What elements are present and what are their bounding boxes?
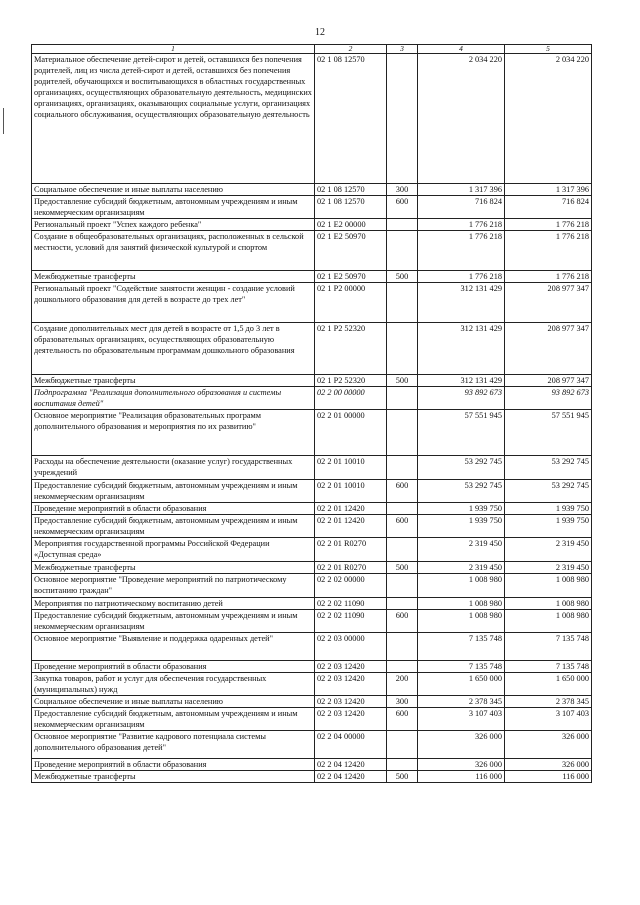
row-expense-type-cell (387, 456, 418, 480)
table-row (32, 375, 592, 387)
row-name-cell: Основное мероприятие "Выявление и поддержка одаренных детей" (32, 633, 315, 661)
row-amount-col4-cell: 1 008 980 (418, 610, 505, 633)
row-name-cell: Проведение мероприятий в области образования (32, 759, 315, 771)
row-code-cell: 02 1 08 12570 (315, 196, 387, 219)
row-expense-type-cell (387, 323, 418, 375)
table-row (32, 661, 592, 673)
table-row (32, 271, 592, 283)
row-expense-type-cell: 500 (387, 375, 418, 387)
row-amount-col4-cell: 326 000 (418, 759, 505, 771)
row-amount-col4-cell: 1 008 980 (418, 574, 505, 598)
table-row (32, 771, 592, 783)
row-amount-col4-cell: 2 319 450 (418, 562, 505, 574)
row-amount-col5-cell: 57 551 945 (505, 410, 592, 456)
row-expense-type-cell (387, 219, 418, 231)
row-name-cell: Закупка товаров, работ и услуг для обеспечения государственных (муниципальных) нужд (32, 673, 315, 696)
row-expense-type-cell (387, 538, 418, 562)
row-expense-type-cell (387, 574, 418, 598)
row-expense-type-cell (387, 387, 418, 410)
table-body (32, 54, 592, 783)
row-amount-col5-cell: 1 776 218 (505, 219, 592, 231)
row-name-cell: Региональный проект "Успех каждого ребенка" (32, 219, 315, 231)
row-name-cell: Предоставление субсидий бюджетным, автономным учреждениям и иным некоммерческим организациям (32, 480, 315, 503)
row-code-cell: 02 2 04 12420 (315, 759, 387, 771)
row-code-cell: 02 2 01 00000 (315, 410, 387, 456)
row-amount-col4-cell: 326 000 (418, 731, 505, 759)
table-row (32, 731, 592, 759)
row-name-cell: Материальное обеспечение детей-сирот и детей, оставшихся без попечения родителей, лиц из числа детей-сирот и детей, оставшихся без попечения родителей, обучающихся и воспитывающихся в областных государственных организациях, осуществляющих образовательную деятельность, медицинских организациях, организациях, оказывающих социальные услуги, организациях социального обслуживания, осуществляющих образовательную деятельность (32, 54, 315, 184)
row-name-cell: Основное мероприятие "Реализация образовательных программ дополнительного образования и мероприятия по их развитию" (32, 410, 315, 456)
budget-table (31, 44, 592, 783)
row-amount-col4-cell: 53 292 745 (418, 480, 505, 503)
table-row (32, 538, 592, 562)
header-col-5: 5 (505, 45, 592, 54)
row-amount-col4-cell: 116 000 (418, 771, 505, 783)
row-amount-col5-cell: 7 135 748 (505, 633, 592, 661)
row-name-cell: Проведение мероприятий в области образования (32, 503, 315, 515)
row-code-cell: 02 2 03 12420 (315, 661, 387, 673)
row-expense-type-cell (387, 661, 418, 673)
table-row (32, 759, 592, 771)
row-amount-col5-cell: 326 000 (505, 759, 592, 771)
table-row (32, 283, 592, 323)
row-expense-type-cell (387, 410, 418, 456)
table-row (32, 387, 592, 410)
table-header-row (32, 45, 592, 54)
row-name-cell: Предоставление субсидий бюджетным, автономным учреждениям и иным некоммерческим организациям (32, 515, 315, 538)
row-code-cell: 02 2 03 12420 (315, 696, 387, 708)
row-code-cell: 02 2 02 11090 (315, 598, 387, 610)
row-amount-col5-cell: 1 776 218 (505, 271, 592, 283)
row-name-cell: Создание в общеобразовательных организациях, расположенных в сельской местности, условий для занятий физической культурой и спортом (32, 231, 315, 271)
row-amount-col5-cell: 326 000 (505, 731, 592, 759)
row-amount-col5-cell: 53 292 745 (505, 480, 592, 503)
header-col-3: 3 (387, 45, 418, 54)
row-amount-col5-cell: 116 000 (505, 771, 592, 783)
row-amount-col5-cell: 208 977 347 (505, 283, 592, 323)
table-row (32, 633, 592, 661)
row-amount-col4-cell: 1 650 000 (418, 673, 505, 696)
row-name-cell: Подпрограмма "Реализация дополнительного образования и системы воспитания детей" (32, 387, 315, 410)
header-col-1: 1 (32, 45, 315, 54)
row-amount-col5-cell: 93 892 673 (505, 387, 592, 410)
row-amount-col5-cell: 1 650 000 (505, 673, 592, 696)
row-code-cell: 02 2 00 00000 (315, 387, 387, 410)
row-name-cell: Межбюджетные трансферты (32, 375, 315, 387)
table-row (32, 708, 592, 731)
row-code-cell: 02 2 02 00000 (315, 574, 387, 598)
table-row (32, 503, 592, 515)
row-amount-col4-cell: 716 824 (418, 196, 505, 219)
row-expense-type-cell: 600 (387, 480, 418, 503)
row-code-cell: 02 1 P2 52320 (315, 375, 387, 387)
table-row (32, 456, 592, 480)
row-code-cell: 02 2 02 11090 (315, 610, 387, 633)
row-amount-col5-cell: 1 776 218 (505, 231, 592, 271)
row-code-cell: 02 2 01 12420 (315, 503, 387, 515)
row-amount-col5-cell: 1 939 750 (505, 503, 592, 515)
scan-margin-mark (3, 108, 4, 134)
row-amount-col4-cell: 7 135 748 (418, 661, 505, 673)
table-row (32, 410, 592, 456)
header-col-2: 2 (315, 45, 387, 54)
row-amount-col5-cell: 716 824 (505, 196, 592, 219)
row-expense-type-cell: 600 (387, 708, 418, 731)
row-amount-col4-cell: 312 131 429 (418, 283, 505, 323)
row-code-cell: 02 1 E2 00000 (315, 219, 387, 231)
table-row (32, 598, 592, 610)
row-name-cell: Создание дополнительных мест для детей в возрасте от 1,5 до 3 лет в образовательных организациях, осуществляющих образовательную деятельность по образовательным программам дошкольного образования (32, 323, 315, 375)
row-amount-col4-cell: 1 939 750 (418, 515, 505, 538)
row-amount-col4-cell: 1 317 396 (418, 184, 505, 196)
row-expense-type-cell: 300 (387, 696, 418, 708)
row-expense-type-cell (387, 503, 418, 515)
table-row (32, 673, 592, 696)
row-name-cell: Региональный проект "Содействие занятости женщин - создание условий дошкольного образования для детей в возрасте до трех лет" (32, 283, 315, 323)
row-name-cell: Основное мероприятие "Проведение мероприятий по патриотическому воспитанию граждан" (32, 574, 315, 598)
row-code-cell: 02 2 01 12420 (315, 515, 387, 538)
row-expense-type-cell: 600 (387, 515, 418, 538)
row-code-cell: 02 1 E2 50970 (315, 231, 387, 271)
row-name-cell: Основное мероприятие "Развитие кадрового потенциала системы дополнительного образования детей" (32, 731, 315, 759)
row-amount-col5-cell: 3 107 403 (505, 708, 592, 731)
row-expense-type-cell (387, 598, 418, 610)
row-amount-col5-cell: 1 317 396 (505, 184, 592, 196)
row-amount-col4-cell: 57 551 945 (418, 410, 505, 456)
row-expense-type-cell (387, 731, 418, 759)
row-name-cell: Межбюджетные трансферты (32, 562, 315, 574)
row-expense-type-cell: 200 (387, 673, 418, 696)
row-amount-col4-cell: 93 892 673 (418, 387, 505, 410)
table-row (32, 574, 592, 598)
row-amount-col4-cell: 2 034 220 (418, 54, 505, 184)
row-name-cell: Социальное обеспечение и иные выплаты населению (32, 184, 315, 196)
row-amount-col5-cell: 2 319 450 (505, 538, 592, 562)
row-amount-col4-cell: 7 135 748 (418, 633, 505, 661)
row-name-cell: Предоставление субсидий бюджетным, автономным учреждениям и иным некоммерческим организациям (32, 610, 315, 633)
row-amount-col5-cell: 1 939 750 (505, 515, 592, 538)
row-code-cell: 02 2 01 10010 (315, 456, 387, 480)
row-name-cell: Мероприятия государственной программы Российской Федерации «Доступная среда» (32, 538, 315, 562)
row-amount-col5-cell: 1 008 980 (505, 574, 592, 598)
row-amount-col5-cell: 53 292 745 (505, 456, 592, 480)
row-amount-col4-cell: 312 131 429 (418, 375, 505, 387)
table-row (32, 323, 592, 375)
row-expense-type-cell: 600 (387, 196, 418, 219)
row-amount-col4-cell: 1 939 750 (418, 503, 505, 515)
row-amount-col5-cell: 1 008 980 (505, 598, 592, 610)
row-expense-type-cell: 300 (387, 184, 418, 196)
row-code-cell: 02 1 P2 00000 (315, 283, 387, 323)
row-amount-col5-cell: 208 977 347 (505, 375, 592, 387)
row-expense-type-cell (387, 283, 418, 323)
table-row (32, 480, 592, 503)
row-name-cell: Проведение мероприятий в области образования (32, 661, 315, 673)
row-name-cell: Предоставление субсидий бюджетным, автономным учреждениям и иным некоммерческим организациям (32, 196, 315, 219)
row-name-cell: Межбюджетные трансферты (32, 771, 315, 783)
row-amount-col5-cell: 2 378 345 (505, 696, 592, 708)
row-amount-col4-cell: 1 008 980 (418, 598, 505, 610)
row-amount-col4-cell: 1 776 218 (418, 219, 505, 231)
row-code-cell: 02 1 08 12570 (315, 54, 387, 184)
row-code-cell: 02 2 03 00000 (315, 633, 387, 661)
row-amount-col4-cell: 2 378 345 (418, 696, 505, 708)
row-name-cell: Социальное обеспечение и иные выплаты населению (32, 696, 315, 708)
row-name-cell: Расходы на обеспечение деятельности (оказание услуг) государственных учреждений (32, 456, 315, 480)
table-row (32, 562, 592, 574)
row-expense-type-cell: 500 (387, 562, 418, 574)
row-code-cell: 02 2 03 12420 (315, 673, 387, 696)
table-row (32, 610, 592, 633)
row-code-cell: 02 2 04 00000 (315, 731, 387, 759)
row-amount-col4-cell: 1 776 218 (418, 231, 505, 271)
table-row (32, 54, 592, 184)
row-name-cell: Мероприятия по патриотическому воспитанию детей (32, 598, 315, 610)
row-amount-col4-cell: 2 319 450 (418, 538, 505, 562)
table-row (32, 696, 592, 708)
row-amount-col4-cell: 53 292 745 (418, 456, 505, 480)
row-amount-col4-cell: 312 131 429 (418, 323, 505, 375)
row-code-cell: 02 2 01 R0270 (315, 562, 387, 574)
row-amount-col5-cell: 1 008 980 (505, 610, 592, 633)
row-expense-type-cell (387, 633, 418, 661)
table-row (32, 515, 592, 538)
page-number: 12 (315, 27, 325, 38)
row-code-cell: 02 1 P2 52320 (315, 323, 387, 375)
row-code-cell: 02 2 03 12420 (315, 708, 387, 731)
row-expense-type-cell: 600 (387, 610, 418, 633)
table-row (32, 219, 592, 231)
table-row (32, 196, 592, 219)
header-col-4: 4 (418, 45, 505, 54)
row-amount-col5-cell: 208 977 347 (505, 323, 592, 375)
table-row (32, 184, 592, 196)
row-expense-type-cell (387, 54, 418, 184)
row-name-cell: Предоставление субсидий бюджетным, автономным учреждениям и иным некоммерческим организациям (32, 708, 315, 731)
row-expense-type-cell: 500 (387, 771, 418, 783)
row-expense-type-cell (387, 759, 418, 771)
row-amount-col5-cell: 7 135 748 (505, 661, 592, 673)
row-code-cell: 02 1 E2 50970 (315, 271, 387, 283)
row-code-cell: 02 2 01 10010 (315, 480, 387, 503)
row-amount-col5-cell: 2 319 450 (505, 562, 592, 574)
row-amount-col4-cell: 1 776 218 (418, 271, 505, 283)
row-expense-type-cell (387, 231, 418, 271)
row-expense-type-cell: 500 (387, 271, 418, 283)
row-code-cell: 02 2 01 R0270 (315, 538, 387, 562)
table-row (32, 231, 592, 271)
row-amount-col5-cell: 2 034 220 (505, 54, 592, 184)
row-amount-col4-cell: 3 107 403 (418, 708, 505, 731)
row-code-cell: 02 2 04 12420 (315, 771, 387, 783)
row-name-cell: Межбюджетные трансферты (32, 271, 315, 283)
row-code-cell: 02 1 08 12570 (315, 184, 387, 196)
